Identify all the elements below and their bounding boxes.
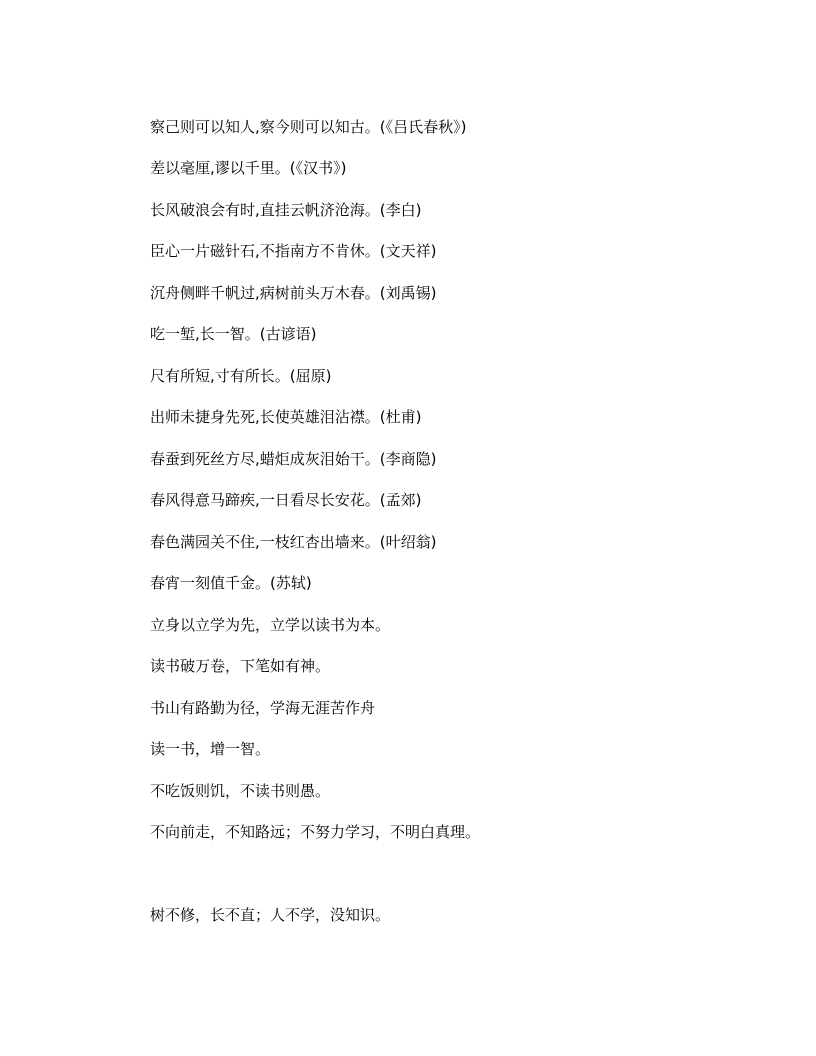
quote-line-6: 吃一堑,长一智。(古谚语) xyxy=(150,325,317,343)
quote-line-5: 沉舟侧畔千帆过,病树前头万木春。(刘禹锡) xyxy=(150,284,437,302)
quote-line-18: 不向前走，不知路远；不努力学习，不明白真理。 xyxy=(150,823,481,841)
quote-line-15: 书山有路勤为径，学海无涯苦作舟 xyxy=(150,699,376,717)
quote-line-12: 春宵一刻值千金。(苏轼) xyxy=(150,574,312,592)
quote-line-11: 春色满园关不住,一枝红杏出墙来。(叶绍翁) xyxy=(150,533,437,551)
quote-line-4: 臣心一片磁针石,不指南方不肯休。(文天祥) xyxy=(150,242,437,260)
quote-line-2: 差以毫厘,谬以千里。(《汉书》) xyxy=(150,159,347,177)
quote-line-8: 出师未捷身先死,长使英雄泪沾襟。(杜甫) xyxy=(150,408,422,426)
quote-line-16: 读一书，增一智。 xyxy=(150,740,271,758)
quote-line-10: 春风得意马蹄疾,一日看尽长安花。(孟郊) xyxy=(150,491,422,509)
quote-line-17: 不吃饭则饥，不读书则愚。 xyxy=(150,782,331,800)
quote-line-1: 察己则可以知人,察今则可以知古。(《吕氏春秋》) xyxy=(150,118,467,136)
quote-line-14: 读书破万卷，下笔如有神。 xyxy=(150,657,331,675)
quote-line-13: 立身以立学为先，立学以读书为本。 xyxy=(150,616,391,634)
quote-line-3: 长风破浪会有时,直挂云帆济沧海。(李白) xyxy=(150,201,422,219)
quote-line-7: 尺有所短,寸有所长。(屈原) xyxy=(150,367,332,385)
quote-line-19: 树不修，长不直；人不学，没知识。 xyxy=(150,906,391,924)
quote-line-9: 春蚕到死丝方尽,蜡炬成灰泪始干。(李商隐) xyxy=(150,450,437,468)
